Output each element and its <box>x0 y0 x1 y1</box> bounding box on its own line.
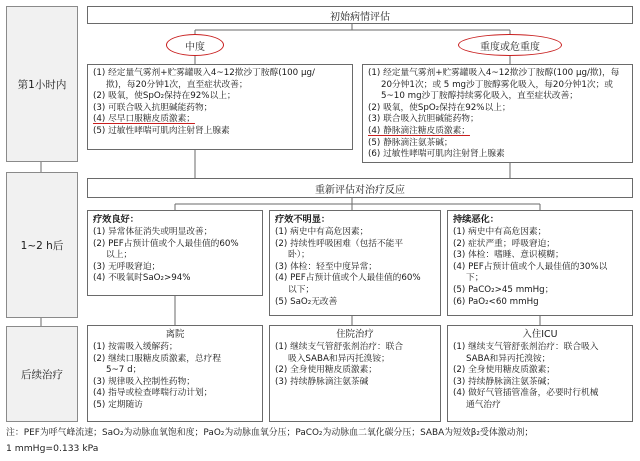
footnote-line-2: 1 mmHg=0.133 kPa <box>6 443 99 454</box>
inpatient-item-1-cont: 吸入SABA和异丙托溴铵； <box>288 353 390 364</box>
severe-item-3: (3) 联合吸入抗胆碱能药物； <box>368 114 479 125</box>
good-item-1: (1) 异常体征消失或明显改善； <box>93 227 213 237</box>
mild-item-5: (5) 过敏性哮喘可肌肉注射肾上腺素 <box>93 125 230 136</box>
worse-item-3: (3) 体检：嗜睡、意识模糊； <box>453 250 564 261</box>
reassess-box <box>87 178 633 198</box>
initial-assessment-label: 初始病情评估 <box>330 11 390 23</box>
mild-item-1-cont: 揿)，每20分钟1次，直至症状改善； <box>106 79 248 90</box>
worse-item-1: (1) 病史中有高危因素； <box>453 227 547 237</box>
icu-item-1: (1) 继续支气管舒张剂治疗：联合吸入 <box>453 342 599 352</box>
severe-item-2: (2) 吸氧，使SpO₂保持在92%以上； <box>368 102 511 113</box>
discharge-item-1: (1) 按需吸入缓解药； <box>93 342 178 352</box>
icu-box <box>447 325 633 422</box>
severe-item-5: (5) 静脉滴注氨茶碱； <box>368 137 453 148</box>
good-response-title: 疗效良好： <box>93 214 139 225</box>
worsening-title: 持续恶化： <box>453 214 499 225</box>
worse-item-6: (6) PaO₂<60 mmHg <box>453 296 539 307</box>
icu-title: 入住ICU <box>522 329 558 340</box>
icu-item-4: (4) 做好气管插管准备，必要时行机械 <box>453 388 599 399</box>
worse-item-4-cont: 下； <box>466 273 484 284</box>
good-response-box <box>87 210 263 296</box>
stage-follow-up <box>6 326 78 422</box>
poor-item-4: (4) PEF占预计值或个人最佳值的60% <box>275 273 421 284</box>
worsening-box <box>447 210 633 316</box>
stage-one-two-hours-label: 1~2 h后 <box>20 239 64 252</box>
severe-severity-oval <box>458 34 562 56</box>
severe-item-6: (6) 过敏性哮喘可肌肉注射肾上腺素 <box>368 149 505 160</box>
stage-follow-up-label: 后续治疗 <box>21 368 63 381</box>
severe-severity-label: 重度或危重度 <box>480 41 540 53</box>
initial-assessment-box <box>87 6 633 24</box>
discharge-title: 离院 <box>165 329 185 340</box>
discharge-item-5: (5) 定期随访 <box>93 399 143 410</box>
good-item-3: (3) 无呼吸窘迫； <box>93 261 161 272</box>
inpatient-title: 住院治疗 <box>336 329 374 340</box>
poor-item-2-cont: 卧）； <box>288 250 310 261</box>
poor-response-box <box>269 210 441 316</box>
stage-first-hour <box>6 6 78 162</box>
icu-item-3: (3) 持续静脉滴注氨茶碱； <box>453 376 555 387</box>
poor-response-title: 疗效不明显： <box>275 214 331 225</box>
mild-severity-oval <box>166 34 224 56</box>
severe-item-4: (4) 静脉滴注糖皮质激素； <box>368 125 470 136</box>
worse-item-5: (5) PaCO₂>45 mmHg； <box>453 284 554 295</box>
poor-item-2: (2) 持续性呼吸困难（包括不能平 <box>275 238 404 249</box>
icu-item-1-cont: SABA和异丙托溴铵； <box>466 353 551 364</box>
worse-item-2: (2) 症状严重；呼吸窘迫； <box>453 238 555 249</box>
mild-treatment-box <box>87 64 353 150</box>
mild-item-1: (1) 经定量气雾剂+贮雾罐吸入4~12揿沙丁胺醇(100 μg/ <box>93 68 315 78</box>
poor-item-1: (1) 病史中有高危因素； <box>275 227 369 237</box>
poor-item-5: (5) SaO₂无改善 <box>275 296 338 307</box>
severe-item-1-cont-a: 20分钟1次；或 5 mg沙丁胺醇雾化吸入，每20分钟1次；或 <box>381 79 613 90</box>
inpatient-item-3: (3) 持续静脉滴注氨茶碱 <box>275 376 369 387</box>
inpatient-box <box>269 325 441 422</box>
discharge-item-2: (2) 继续口服糖皮质激素，总疗程 <box>93 353 222 364</box>
footnote <box>6 425 634 459</box>
mild-severity-label: 中度 <box>185 41 205 53</box>
poor-item-4-cont: 以下； <box>288 284 315 295</box>
discharge-item-2-cont: 5~7 d； <box>106 365 142 376</box>
severe-treatment-box <box>362 64 633 163</box>
stage-first-hour-label: 第1小时内 <box>17 78 67 91</box>
severe-item-1: (1) 经定量气雾剂+贮雾罐吸入4~12揿沙丁胺醇(100 μg/揿)，每 <box>368 68 620 78</box>
discharge-item-3: (3) 规律吸入控制性药物； <box>93 376 195 387</box>
discharge-box <box>87 325 263 422</box>
mild-item-3: (3) 可联合吸入抗胆碱能药物； <box>93 102 213 113</box>
inpatient-item-2: (2) 全身使用糖皮质激素； <box>275 365 377 376</box>
mild-item-4: (4) 尽早口服糖皮质激素； <box>93 114 195 125</box>
reassess-label: 重新评估对治疗反应 <box>315 184 405 196</box>
good-item-4: (4) 不吸氧时SaO₂>94% <box>93 273 191 284</box>
icu-item-4-cont: 通气治疗 <box>466 399 501 410</box>
severe-item-1-cont-b: 5~10 mg沙丁胺醇持续雾化吸入，直至症状改善； <box>381 91 578 102</box>
poor-item-3: (3) 体检：轻至中度异常； <box>275 261 377 272</box>
footnote-line-1: 注：PEF为呼气峰流速；SaO₂为动脉血氧饱和度；PaO₂为动脉血氧分压；PaCO₂为动脉血二氧化碳分压；SABA为短效β₂受体激动剂； <box>6 428 534 438</box>
worse-item-4: (4) PEF占预计值或个人最佳值的30%以 <box>453 261 608 272</box>
icu-item-2: (2) 全身使用糖皮质激素； <box>453 365 555 376</box>
discharge-item-4: (4) 指导或检查哮喘行动计划； <box>93 388 213 399</box>
good-item-2: (2) PEF占预计值或个人最佳值的60% <box>93 238 239 249</box>
mild-item-2: (2) 吸氧，使SpO₂保持在92%以上； <box>93 91 236 102</box>
good-item-2-cont: 以上； <box>106 250 133 261</box>
stage-one-two-hours <box>6 172 78 318</box>
inpatient-item-1: (1) 继续支气管舒张剂治疗：联合 <box>275 342 404 352</box>
